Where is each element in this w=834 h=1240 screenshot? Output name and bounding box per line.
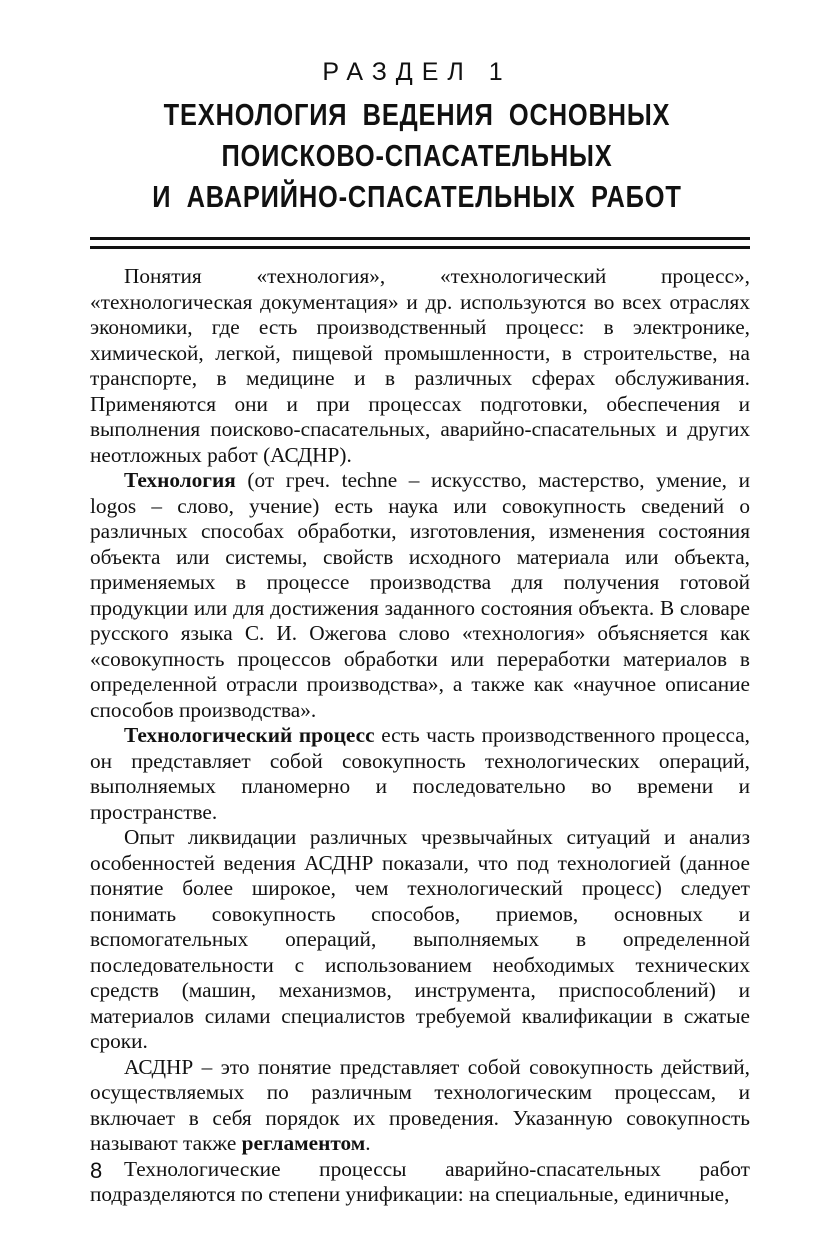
paragraph-text: Технологические процессы аварийно-спасательных работ подразделяются по степени унификации: на специальные, единичные, [90,1156,750,1206]
chapter-title [75,94,759,217]
paragraph-experience [90,825,750,1055]
paragraph-term: Технологический процесс [124,723,375,747]
section-label: РАЗДЕЛ 1 [322,58,512,86]
chapter-title-line-1: ТЕХНОЛОГИЯ ВЕДЕНИЯ ОСНОВНЫХ [163,97,671,132]
paragraph-text: Понятия «технология», «технологический процесс», «технологическая документация» и др. используются во всех отраслях экономики, где есть производственный процесс: в электронике, химической, легкой, пищевой промышленности, в строительстве, на транспорте, в медицине и в различных сферах обслуживания. Применяются они и при процессах подготовки, обеспечения и выполнения поисково-спасательных, аварийно-спасательных и других неотложных работ (АСДНР). [90,264,750,467]
chapter-title-line-2: ПОИСКОВО-СПАСАТЕЛЬНЫХ [221,138,613,173]
title-rule-top [90,237,750,240]
page-number: 8 [90,1158,103,1183]
paragraph-asdnr [90,1055,750,1157]
body-text [90,264,750,1208]
paragraph-tail: . [365,1131,371,1155]
paragraph-intro [90,264,750,468]
paragraph-classification [90,1157,750,1208]
paragraph-text: есть часть производственного процесса, он представляет собой совокупность технологических операций, выполняемых планомерно и последовательно во времени и пространстве. [90,723,750,824]
paragraph-process [90,723,750,825]
paragraph-text: АСДНР – это понятие представляет собой совокупность действий, осуществляемых по различным технологическим процессам, и включает в себя порядок их проведения. Указанную совокупность называют также [90,1054,750,1155]
paragraph-term: Технология [124,468,236,492]
paragraph-text: (от греч. techne – искусство, мастерство, умение, и logos – слово, учение) есть наука или совокупность сведений о различных способах обработки, изготовления, изменения состояния объекта или системы, свойств исходного материала или объекта, применяемых в процессе производства для получения готовой продукции или для достижения заданного состояния объекта. В словаре русского языка С. И. Ожегова слово «технология» объясняется как «совокупность процессов обработки или переработки материалов в определенной отрасли производства», а также как «научное описание способов производства». [90,468,750,722]
paragraph-technology [90,468,750,723]
chapter-title-line-3: И АВАРИЙНО-СПАСАТЕЛЬНЫХ РАБОТ [152,179,682,214]
title-rule-bottom [90,246,750,249]
paragraph-term-reglament: регламентом [241,1131,366,1155]
paragraph-text: Опыт ликвидации различных чрезвычайных ситуаций и анализ особенностей ведения АСДНР показали, что под технологией (данное понятие более широкое, чем технологический процесс) следует понимать совокупность способов, приемов, основных и вспомогательных операций, выполняемых в определенной последовательности с использованием необходимых технических средств (машин, механизмов, инструмента, приспособлений) и материалов силами специалистов требуемой квалификации в сжатые сроки. [90,825,750,1053]
